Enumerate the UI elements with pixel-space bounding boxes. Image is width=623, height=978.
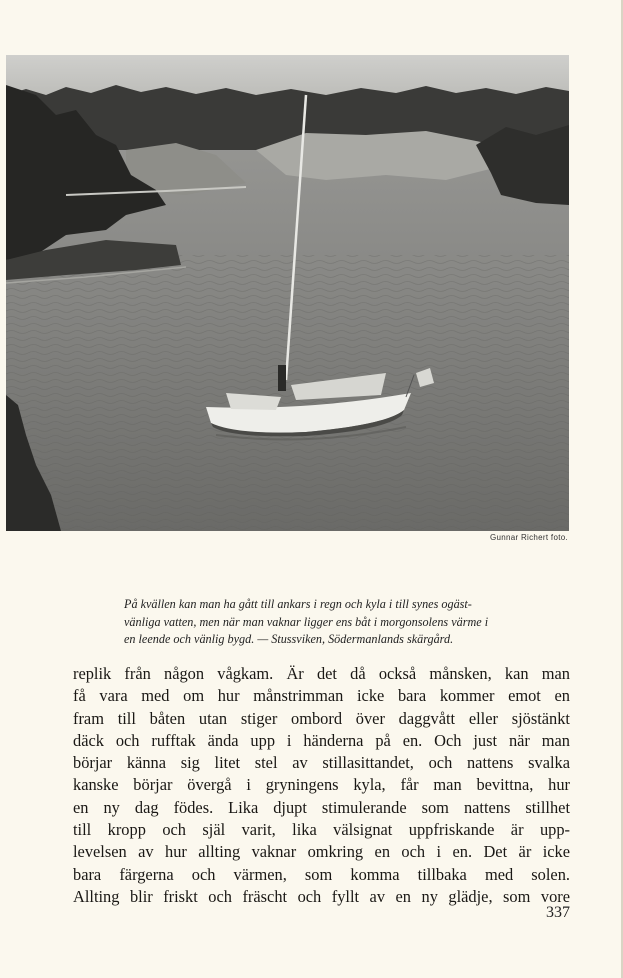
body-text: [73, 663, 570, 908]
photo-credit: Gunnar Richert foto.: [489, 533, 568, 542]
body-line: replik från någon vågkam. Är det då också månsken, kan man: [73, 664, 570, 683]
body-line: kanske börjar övergå i gryningens kyla, får man bevittna, hur: [73, 775, 570, 795]
body-line: till kropp och själ varit, lika välsignat uppfriskande är upp-: [73, 820, 570, 840]
body-line: börjar känna sig litet stel av stillasittandet, och nattens svalka: [73, 753, 570, 773]
caption-line: en leende och vänlig bygd. — Stussviken, Södermanlands skärgård.: [124, 632, 454, 646]
body-line: fram till båten utan stiger ombord över daggvått eller sjöstänkt: [73, 708, 570, 728]
body-line: däck och rufftak ända upp i händerna på en. Och just när man: [73, 730, 570, 750]
sailboat-photo: [6, 55, 569, 531]
body-line: bara färgerna och värmen, som komma tillbaka med solen.: [73, 864, 570, 884]
body-line: en ny dag födes. Lika djupt stimulerande som nattens stillhet: [73, 797, 570, 817]
caption-line: vänliga vatten, men när man vaknar ligger ens båt i morgonsolens värme i: [124, 614, 489, 629]
photo-caption: [124, 596, 570, 649]
body-line: få vara med om hur månstrimman icke bara kommer emot en: [73, 686, 570, 706]
caption-line: På kvällen kan man ha gått till ankars i regn och kyla i till synes ogäst-: [124, 597, 472, 611]
body-line: Allting blir friskt och fräscht och fyllt av en ny glädje, som vore: [73, 886, 570, 906]
page-number: 337: [546, 904, 570, 921]
body-line: levelsen av hur allting vaknar omkring en och i en. Det är icke: [73, 842, 570, 862]
